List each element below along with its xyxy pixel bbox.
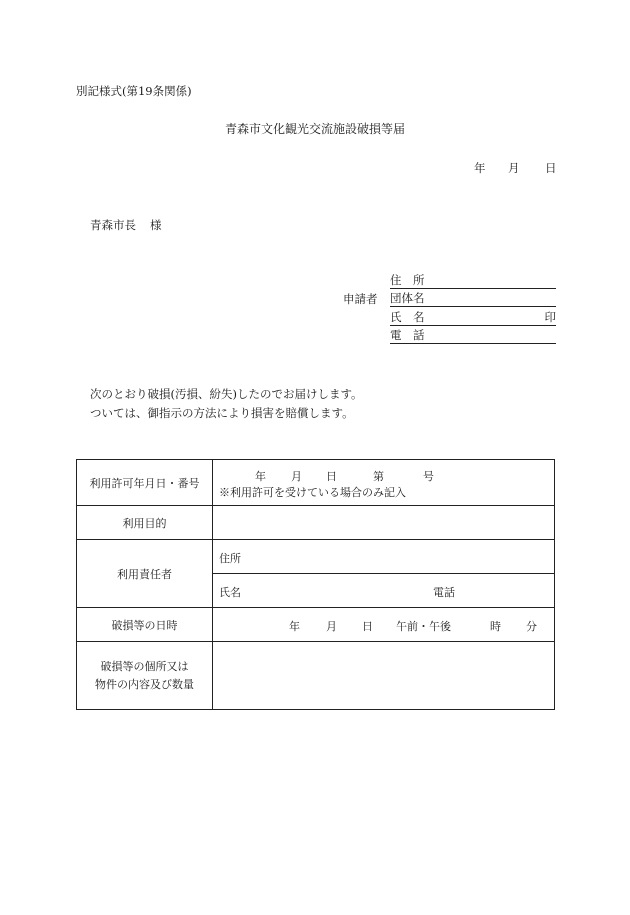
table-row-responsible-address — [77, 540, 555, 574]
purpose-label: 利用目的 — [77, 506, 213, 540]
applicant-phone-label: 電 話 — [390, 328, 425, 342]
table-row-damage-datetime — [77, 608, 555, 642]
permit-value-cell[interactable] — [213, 460, 555, 506]
table-row-purpose — [77, 506, 555, 540]
damage-details-cell[interactable] — [213, 642, 555, 710]
table-row-permit — [77, 460, 555, 506]
purpose-value-cell[interactable] — [213, 506, 555, 540]
damage-minute: 分 — [526, 620, 537, 633]
responsible-address-label: 住所 — [219, 552, 241, 565]
table-row-damage-details — [77, 642, 555, 710]
addressee-honorific: 様 — [150, 218, 162, 232]
permit-dai: 第 — [373, 470, 384, 483]
addressee-name: 青森市長 — [90, 218, 136, 232]
permit-label: 利用許可年月日・番号 — [77, 460, 213, 506]
seal-mark: 印 — [544, 310, 556, 324]
responsible-address-cell[interactable] — [213, 540, 555, 574]
applicant-group-line[interactable] — [390, 290, 556, 307]
form-label: 別記様式(第19条関係) — [76, 84, 192, 98]
applicant-address-label: 住 所 — [390, 273, 425, 287]
responsible-name-label: 氏名 — [219, 586, 241, 599]
header-date-month: 月 — [508, 161, 520, 175]
responsible-label: 利用責任者 — [77, 540, 213, 608]
damage-details-label-line-1: 破損等の個所又は — [100, 659, 189, 673]
damage-datetime-label: 破損等の日時 — [77, 608, 213, 642]
header-date-day: 日 — [545, 161, 557, 175]
damage-details-label — [77, 642, 213, 710]
body-text-line-1: 次のとおり破損(汚損、紛失)したのでお届けします。 — [90, 387, 363, 401]
damage-details-label-line-2: 物件の内容及び数量 — [95, 677, 194, 691]
damage-month: 月 — [326, 620, 337, 633]
applicant-label: 申請者 — [343, 292, 378, 306]
responsible-name-cell[interactable] — [213, 574, 555, 608]
applicant-name-line[interactable] — [390, 309, 556, 326]
responsible-phone-label: 電話 — [433, 586, 455, 599]
applicant-address-line[interactable] — [390, 272, 556, 289]
damage-year: 年 — [289, 620, 300, 633]
applicant-group-label: 団体名 — [390, 291, 425, 305]
permit-day: 日 — [326, 470, 337, 483]
damage-datetime-cell[interactable] — [213, 608, 555, 642]
info-table — [76, 459, 555, 710]
damage-day: 日 — [362, 620, 373, 633]
permit-note: ※利用許可を受けている場合のみ記入 — [219, 486, 406, 499]
document-title: 青森市文化観光交流施設破損等届 — [224, 122, 405, 136]
damage-ampm: 午前・午後 — [396, 620, 451, 633]
permit-go: 号 — [423, 470, 434, 483]
applicant-name-label: 氏 名 — [390, 310, 425, 324]
damage-hour: 時 — [490, 620, 501, 633]
permit-month: 月 — [291, 470, 302, 483]
applicant-phone-line[interactable] — [390, 327, 556, 344]
body-text-line-2: ついては、御指示の方法により損害を賠償します。 — [90, 406, 354, 420]
header-date-year: 年 — [474, 161, 486, 175]
permit-year: 年 — [255, 470, 266, 483]
